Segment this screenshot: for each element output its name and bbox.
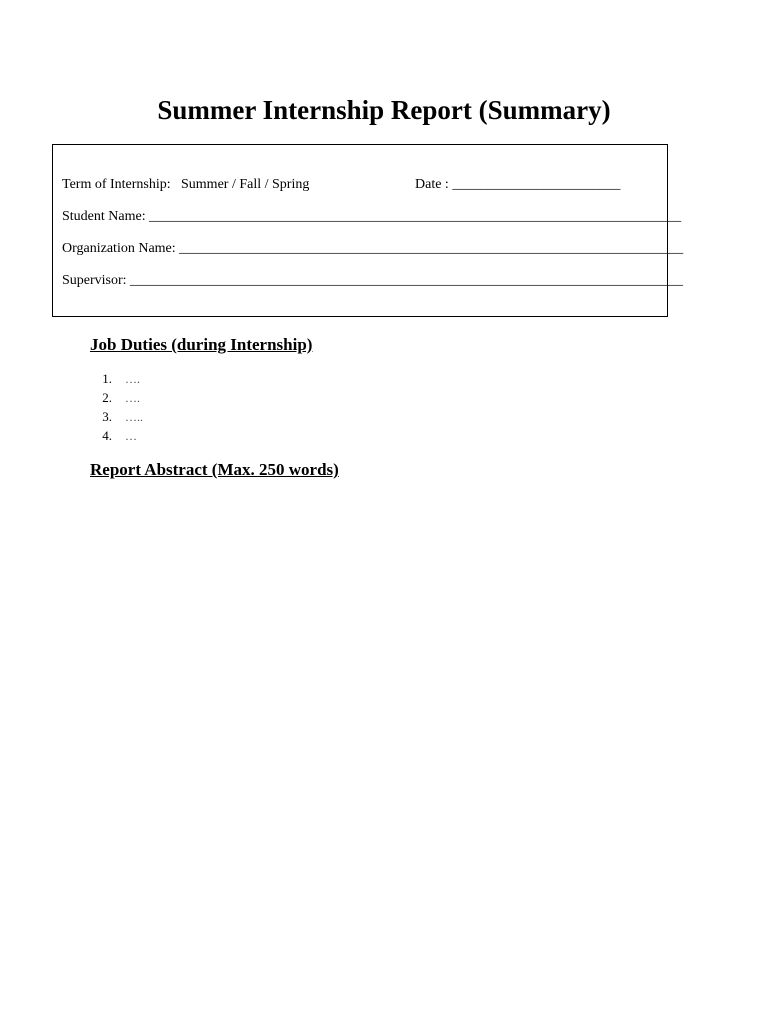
list-item-number: 1. [102, 371, 112, 386]
term-options: Summer / Fall / Spring [181, 177, 310, 192]
job-duties-heading: Job Duties (during Internship) [90, 335, 313, 354]
supervisor-field: Supervisor: _______________________________________________________________________________ [62, 273, 684, 288]
list-item-text: … [125, 429, 137, 443]
term-label: Term of Internship: [62, 177, 171, 192]
job-duties-list [90, 369, 143, 445]
term-row [62, 176, 310, 194]
list-item [90, 426, 143, 445]
list-item [90, 407, 143, 426]
page-title: Summer Internship Report (Summary) [157, 95, 611, 125]
list-item-text: …. [125, 372, 140, 386]
list-item [90, 369, 143, 388]
internship-info-box [52, 144, 684, 317]
list-item-number: 4. [102, 428, 112, 443]
list-item-number: 2. [102, 390, 112, 405]
report-abstract-heading: Report Abstract (Max. 250 words) [90, 460, 339, 479]
organization-name-field: Organization Name: ________________________________________________________________________ [62, 241, 684, 256]
list-item [90, 388, 143, 407]
list-item-number: 3. [102, 409, 112, 424]
date-field: Date : ________________________ [415, 177, 621, 192]
list-item-text: ….. [125, 410, 143, 424]
list-item-text: …. [125, 391, 140, 405]
student-name-field: Student Name: ____________________________________________________________________________ [62, 209, 682, 224]
